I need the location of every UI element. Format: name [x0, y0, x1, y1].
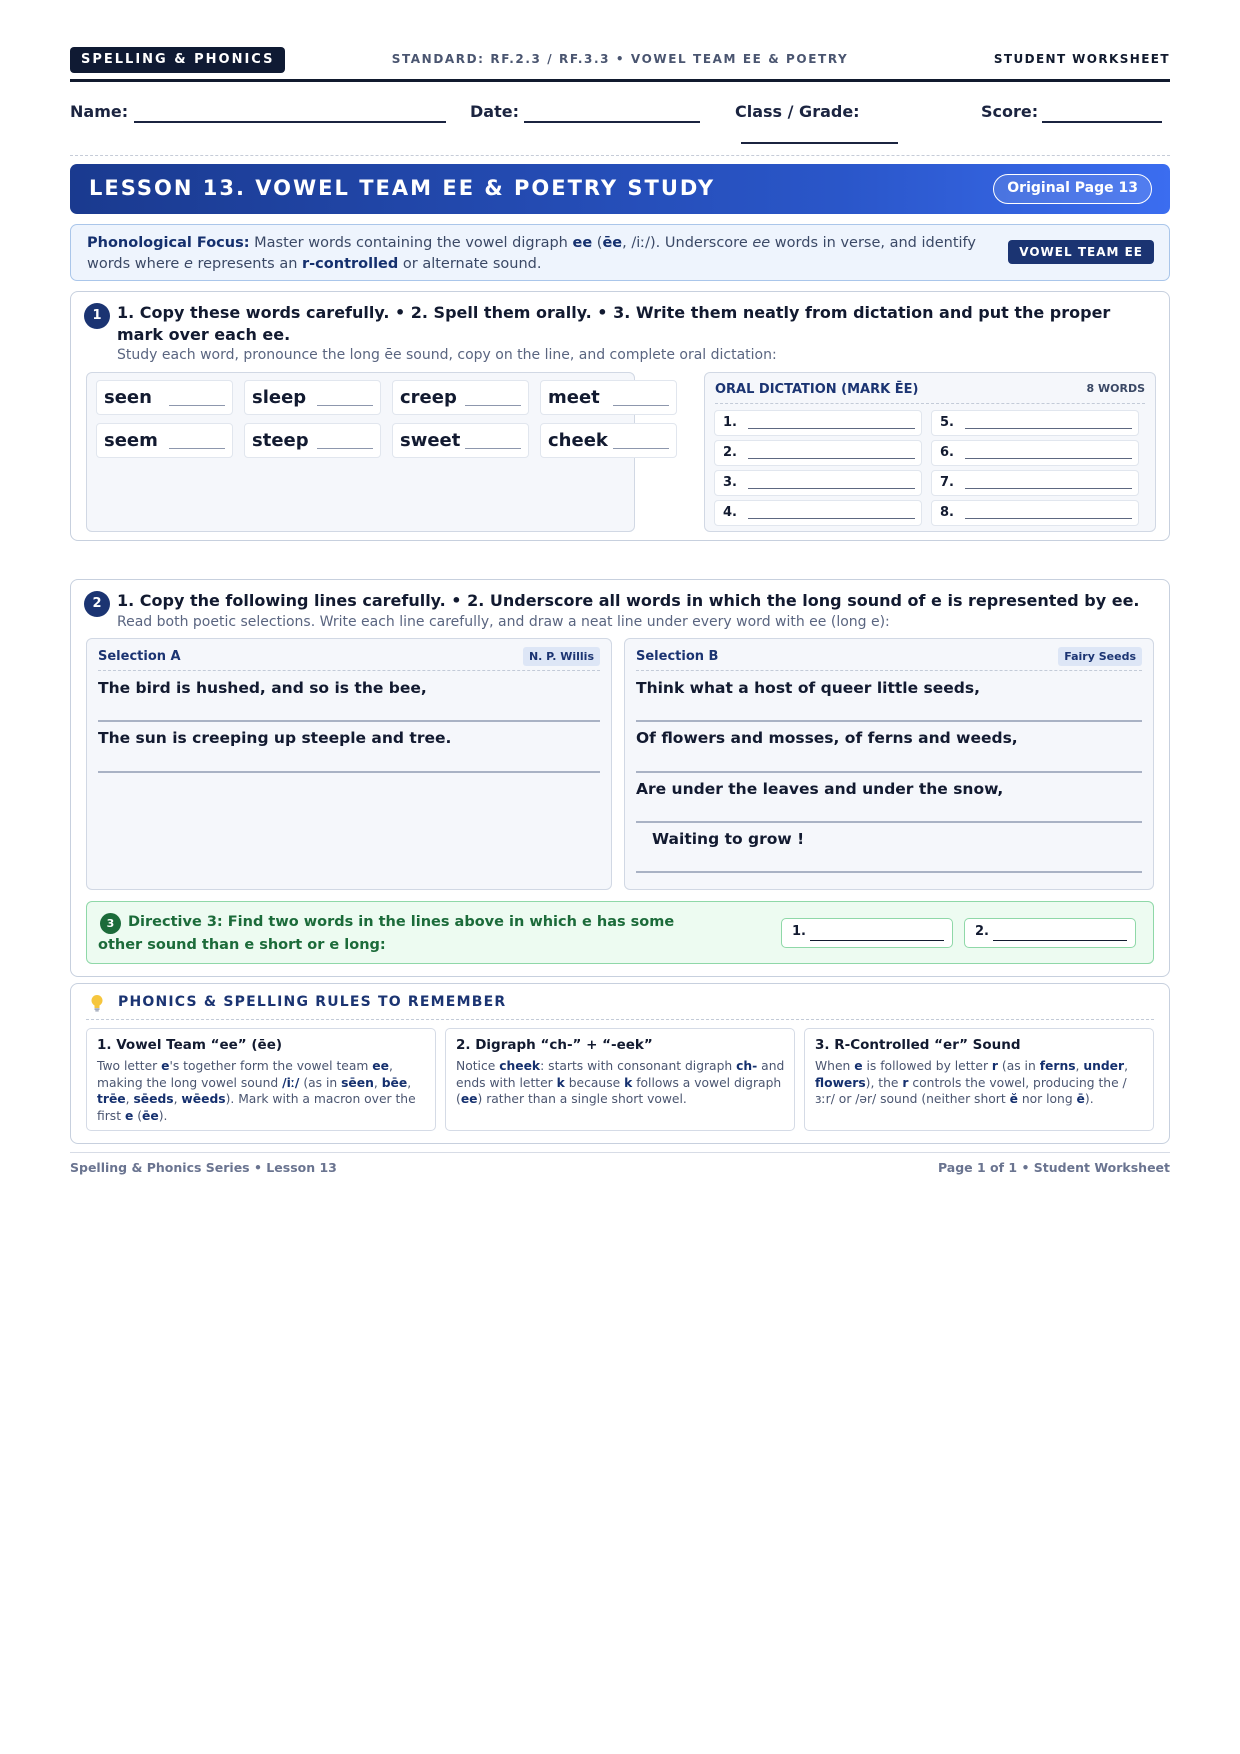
rule-1-heading: 1. Vowel Team “ee” (ēe): [97, 1037, 283, 1053]
directive-3-number: 3: [100, 913, 121, 934]
word-text: cheek: [548, 430, 608, 451]
dictation-number: 1.: [723, 415, 737, 430]
poem-line: Of flowers and mosses, of ferns and weeds,: [636, 729, 1018, 747]
worksheet-page: [70, 46, 1170, 1175]
vowel-team-badge: VOWEL TEAM EE: [1008, 240, 1154, 264]
original-page-pill: Original Page 13: [993, 174, 1152, 204]
rule-1-body: Two letter e's together form the vowel team ee, making the long vowel sound /iː/ (as in sēen, bēe, trēe, sēeds, wēeds). Mark with a macron over the first e (ēe).: [97, 1059, 416, 1123]
focus-ee: ee: [572, 235, 593, 251]
answer-line: [965, 488, 1132, 490]
selection-b-title: Selection B: [636, 649, 719, 664]
dictation-line[interactable]: [714, 500, 922, 526]
selection-a: [86, 638, 612, 890]
section-1-card: [70, 291, 1170, 541]
worksheet-type: STUDENT WORKSHEET: [993, 52, 1170, 66]
word-text: seem: [104, 430, 158, 451]
focus-ee-macron: ēe: [602, 235, 623, 251]
copy-line: [317, 405, 373, 407]
word-text: sleep: [252, 387, 307, 408]
word-text: creep: [400, 387, 457, 408]
poem-line: Waiting to grow !: [652, 830, 805, 848]
dictation-number: 8.: [940, 505, 954, 520]
class-field[interactable]: [735, 102, 860, 121]
copy-line: [169, 448, 225, 450]
dictation-number: 7.: [940, 475, 954, 490]
dictation-line[interactable]: [931, 500, 1139, 526]
answer-number: 2.: [975, 924, 989, 939]
rule-card-2: [445, 1028, 795, 1131]
poem-line: The bird is hushed, and so is the bee,: [98, 679, 427, 697]
score-label: Score:: [981, 102, 1039, 121]
directive-answer-2[interactable]: [964, 918, 1136, 948]
rule-card-1: [86, 1028, 436, 1131]
answer-line: [993, 940, 1127, 942]
word-card[interactable]: [392, 423, 529, 458]
word-card[interactable]: [540, 380, 677, 415]
dictation-number: 3.: [723, 475, 737, 490]
dictation-line[interactable]: [931, 410, 1139, 436]
page-header: [70, 46, 1170, 82]
focus-text-part: words in verse, and identify words where: [87, 235, 976, 272]
answer-line: [748, 518, 915, 520]
focus-text: [87, 233, 987, 275]
score-field[interactable]: [981, 102, 1038, 121]
date-field[interactable]: [470, 102, 519, 121]
dictation-line[interactable]: [931, 440, 1139, 466]
selection-a-author: N. P. Willis: [523, 647, 600, 666]
section-2-question: 1. Copy the following lines carefully. • 2. Underscore all words in which the long sound of e is represented by ee.: [117, 591, 1140, 610]
word-card[interactable]: [540, 423, 677, 458]
dictation-line[interactable]: [931, 470, 1139, 496]
name-line: [134, 121, 446, 123]
copy-line: [613, 405, 669, 407]
focus-text-part: , /iː/). Underscore: [622, 235, 753, 251]
copy-line[interactable]: [636, 871, 1142, 873]
standard-label: STANDARD: RF.2.3 / RF.3.3 • VOWEL TEAM EE & POETRY: [391, 52, 849, 66]
dictation-count: 8 WORDS: [1086, 382, 1145, 395]
word-text: sweet: [400, 430, 461, 451]
poem-line: Think what a host of queer little seeds,: [636, 679, 980, 697]
copy-line: [465, 405, 521, 407]
answer-line: [965, 428, 1132, 430]
rule-card-3: [804, 1028, 1154, 1131]
class-line: [741, 142, 898, 144]
section-1-subtitle: Study each word, pronounce the long ēe sound, copy on the line, and complete oral dictation:: [117, 347, 777, 363]
word-card[interactable]: [96, 380, 233, 415]
lightbulb-icon: [90, 994, 104, 1012]
directive-answer-1[interactable]: [781, 918, 953, 948]
date-line: [524, 121, 700, 123]
word-bank: [86, 372, 635, 532]
rules-title: PHONICS & SPELLING RULES TO REMEMBER: [118, 994, 507, 1010]
dictation-line[interactable]: [714, 440, 922, 466]
answer-line: [748, 488, 915, 490]
dictation-number: 6.: [940, 445, 954, 460]
focus-r-controlled: r-controlled: [302, 256, 399, 272]
copy-line: [317, 448, 373, 450]
answer-line: [748, 458, 915, 460]
copy-line[interactable]: [636, 771, 1142, 773]
word-text: meet: [548, 387, 600, 408]
divider: [636, 670, 1142, 671]
copy-line[interactable]: [636, 821, 1142, 823]
copy-line: [169, 405, 225, 407]
section-2-number: 2: [84, 591, 110, 617]
oral-dictation-panel: [704, 372, 1156, 532]
rules-card: [70, 983, 1170, 1144]
selection-b-source: Fairy Seeds: [1058, 647, 1142, 666]
dictation-number: 2.: [723, 445, 737, 460]
answer-number: 1.: [792, 924, 806, 939]
section-2-card: [70, 579, 1170, 977]
directive-3-text: Directive 3: Find two words in the lines above in which e has some other sound than e short or e long:: [98, 914, 675, 953]
footer-series: Spelling & Phonics Series • Lesson 13: [70, 1160, 337, 1175]
poem-line: The sun is creeping up steeple and tree.: [98, 729, 452, 747]
page-footer: [70, 1152, 1170, 1175]
answer-line: [748, 428, 915, 430]
lesson-title: LESSON 13. VOWEL TEAM EE & POETRY STUDY: [89, 176, 716, 200]
name-label: Name:: [70, 102, 129, 121]
focus-ee-italic: ee: [752, 235, 771, 251]
answer-line: [965, 518, 1132, 520]
word-card[interactable]: [96, 423, 233, 458]
divider: [715, 403, 1145, 404]
selection-a-title: Selection A: [98, 649, 181, 664]
dictation-number: 4.: [723, 505, 737, 520]
divider: [86, 1019, 1154, 1020]
dictation-line[interactable]: [714, 470, 922, 496]
dictation-line[interactable]: [714, 410, 922, 436]
copy-line[interactable]: [636, 720, 1142, 722]
copy-line: [613, 448, 669, 450]
copy-line: [465, 448, 521, 450]
section-1-question: 1. Copy these words carefully. • 2. Spell them orally. • 3. Write them neatly from dictation and put the proper mark over each ee.: [117, 303, 1111, 344]
date-label: Date:: [470, 102, 519, 121]
copy-line[interactable]: [98, 720, 600, 722]
word-card[interactable]: [244, 380, 381, 415]
student-fields: [70, 82, 1170, 156]
section-2-subtitle: Read both poetic selections. Write each line carefully, and draw a neat line under every word with ee (long e):: [117, 614, 890, 630]
answer-line: [810, 940, 944, 942]
lesson-banner: [70, 164, 1170, 214]
score-line: [1042, 121, 1162, 123]
selection-b: [624, 638, 1154, 890]
phonological-focus: [70, 224, 1170, 281]
rule-2-heading: 2. Digraph “ch-” + “-eek”: [456, 1037, 653, 1053]
rule-3-body: When e is followed by letter r (as in ferns, under, flowers), the r controls the vowel, producing the /ɜːr/ or /ər/ sound (neither short ĕ nor long ē).: [815, 1059, 1128, 1106]
focus-text-part: Master words containing the vowel digraph: [249, 235, 573, 251]
name-field[interactable]: [70, 102, 128, 121]
section-1-number: 1: [84, 303, 110, 329]
copy-line[interactable]: [98, 771, 600, 773]
rule-2-body: Notice cheek: starts with consonant digraph ch- and ends with letter k because k follows a vowel digraph (ee) rather than a single short vowel.: [456, 1059, 785, 1106]
class-label: Class / Grade:: [735, 102, 860, 121]
word-card[interactable]: [244, 423, 381, 458]
divider: [98, 670, 600, 671]
series-badge: SPELLING & PHONICS: [70, 47, 285, 73]
footer-page: Page 1 of 1 • Student Worksheet: [937, 1160, 1170, 1175]
focus-text-part: or alternate sound.: [398, 256, 542, 272]
directive-3: [86, 901, 1154, 964]
focus-e-italic: e: [183, 256, 193, 272]
word-card[interactable]: [392, 380, 529, 415]
word-text: seen: [104, 387, 152, 408]
dictation-title: ORAL DICTATION (MARK ĒE): [715, 382, 919, 397]
focus-text-part: represents an: [192, 256, 303, 272]
dictation-number: 5.: [940, 415, 954, 430]
rule-3-heading: 3. R-Controlled “er” Sound: [815, 1037, 1021, 1053]
answer-line: [965, 458, 1132, 460]
focus-text-part: (: [592, 235, 603, 251]
focus-label: Phonological Focus:: [87, 235, 250, 251]
poem-line: Are under the leaves and under the snow,: [636, 780, 1004, 798]
word-text: steep: [252, 430, 309, 451]
